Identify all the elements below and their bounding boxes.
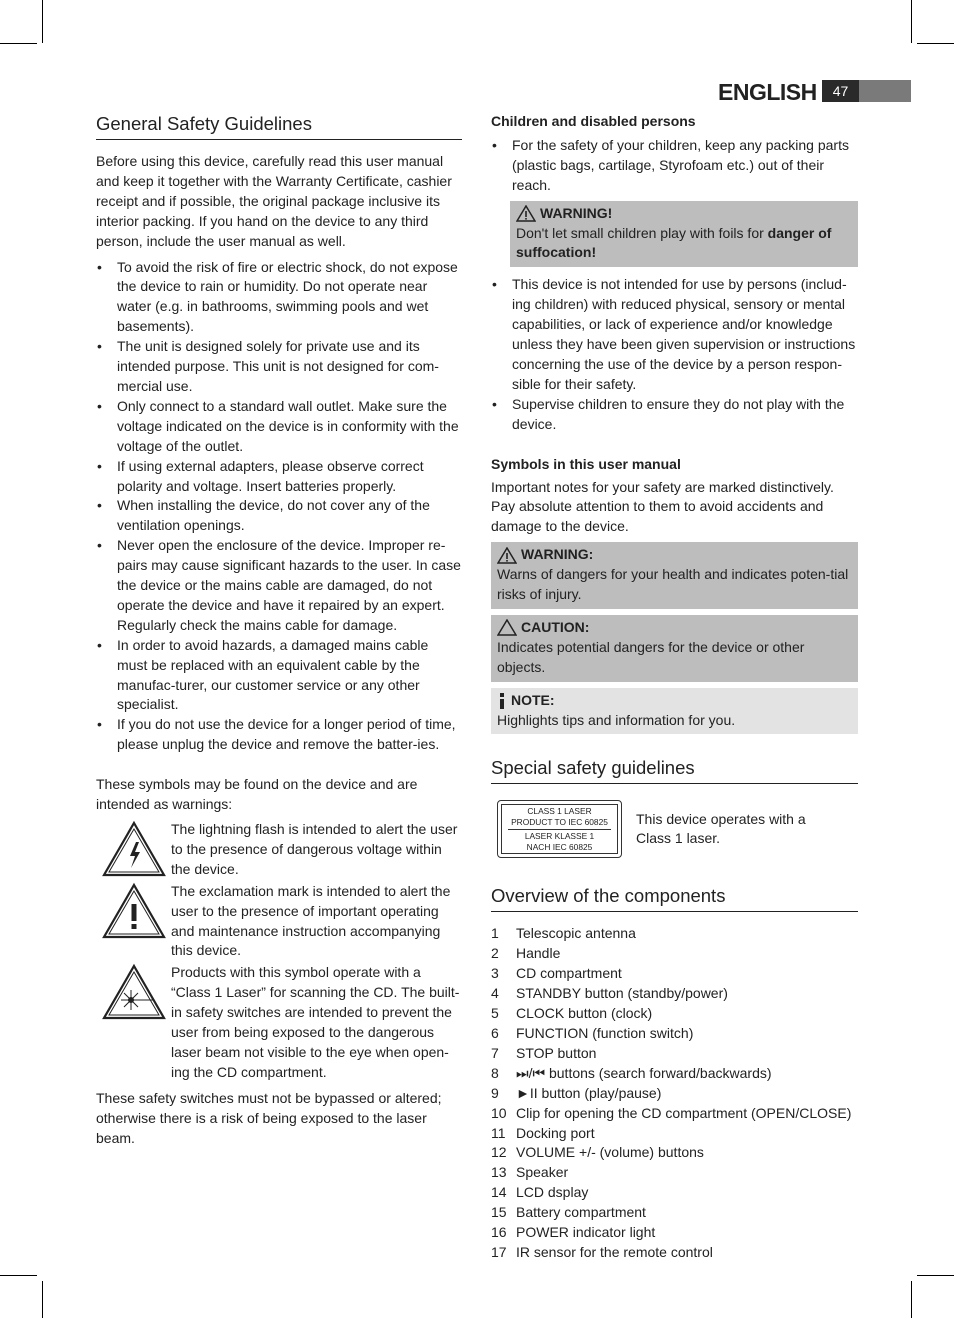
section-title-overview: Overview of the components (491, 884, 858, 912)
list-item: 7 STOP button (491, 1044, 597, 1061)
list-item: • If you do not use the device for a longer period of time, please unplug the device and remove the batter-ies. (96, 715, 462, 755)
crop-mark (917, 43, 954, 44)
section-title-special-safety: Special safety guidelines (491, 756, 858, 784)
list-item: • For the safety of your children, keep any packing parts (plastic bags, cartilage, Styrofoam etc.) out of their reach. (491, 136, 858, 196)
list-item: 2 Handle (491, 945, 561, 962)
symbol-row-laser (96, 963, 462, 1082)
note-box (491, 688, 858, 735)
exclamation-warning-icon (101, 882, 167, 940)
list-item: 13 Speaker (491, 1164, 569, 1181)
page-number: 47 (822, 80, 859, 102)
list-item: • If using external adapters, please observe correct polarity and voltage. Insert batteries properly. (96, 457, 462, 497)
list-item: 3 CD compartment (491, 965, 622, 982)
laser-class-label: CLASS 1 LASER PRODUCT TO IEC 60825 LASER KLASSE 1 NACH IEC 60825 (497, 800, 622, 858)
right-column (491, 112, 858, 1263)
children-heading: Children and disabled persons (491, 113, 696, 129)
warning-text: Don't let small children play with foils for danger of suffocation! (516, 224, 832, 261)
children-list-2 (491, 275, 858, 434)
components-list (491, 924, 858, 1262)
laser-class-row (491, 800, 858, 858)
caution-title: CAUTION: (521, 618, 590, 635)
list-item: 4 STANDBY button (standby/power) (491, 985, 728, 1002)
symbol-row-lightning (96, 820, 462, 880)
caution-box (491, 615, 858, 682)
closing-paragraph: These safety switches must not be bypassed or altered; otherwise there is a risk of being exposed to the laser beam. (96, 1089, 442, 1146)
list-item: 12 VOLUME +/- (volume) buttons (491, 1144, 704, 1161)
symbol-description: Products with this symbol operate with a “Class 1 Laser” for scanning the CD. The built-in safety switches are intended to prevent the user from being exposed to the dangerous laser beam not visible to the eye when open-ing the CD compartment. (171, 964, 460, 1080)
lightning-warning-icon (101, 820, 167, 878)
list-item: 8 ⏭/⏮ buttons (search forward/backwards) (491, 1064, 772, 1081)
warning-title: WARNING: (521, 546, 594, 563)
list-item: • In order to avoid hazards, a damaged mains cable must be replaced with an equivalent cable by the manufac-turer, our customer service or any other specialist. (96, 636, 462, 716)
list-item: • When installing the device, do not cover any of the ventilation openings. (96, 496, 462, 536)
symbol-row-exclamation (96, 882, 462, 962)
caution-triangle-icon (497, 619, 517, 636)
safety-bullet-list (96, 258, 462, 756)
symbol-description: The lightning flash is intended to alert the user to the presence of dangerous voltage within the device. (171, 821, 458, 877)
list-item: 17 IR sensor for the remote control (491, 1243, 713, 1260)
list-item: 6 FUNCTION (function switch) (491, 1025, 694, 1041)
caution-text: Indicates potential dangers for the device or other objects. (497, 638, 805, 675)
laser-class-text: This device operates with a Class 1 laser. (636, 810, 806, 847)
crop-mark (0, 1275, 37, 1276)
page-header (718, 78, 817, 106)
crop-mark (0, 43, 37, 44)
list-item: • Supervise children to ensure they do not play with the device. (491, 395, 858, 435)
left-column (96, 112, 462, 1149)
list-item: • This device is not intended for use by persons (includ-ing children) with reduced physical, sensory or mental capabilities, or lack of experience and/or knowledge unless they have been given supervision or instructions concerning the use of the device by a person respon-sible for their safety. (491, 275, 858, 394)
page-number-bar (822, 80, 911, 102)
note-text: Highlights tips and information for you. (497, 711, 736, 728)
list-item: 10 Clip for opening the CD compartment (OPEN/CLOSE) (491, 1104, 852, 1121)
section-title-general-safety: General Safety Guidelines (96, 112, 462, 140)
list-item: 5 CLOCK button (clock) (491, 1005, 653, 1022)
intro-paragraph: Before using this device, carefully read this user manual and keep it together with the Warranty Certificate, cashier receipt and if possible, the original package inclusive its interior packing. If you hand on the device to any third person, include the user manual as well. (96, 153, 452, 249)
warning-box (491, 542, 858, 609)
children-list (491, 136, 858, 196)
crop-mark (917, 1275, 954, 1276)
language-label: ENGLISH (718, 78, 817, 105)
warning-title: WARNING! (516, 204, 852, 224)
warning-triangle-icon (497, 547, 517, 564)
symbols-text: Important notes for your safety are marked distinctively. Pay absolute attention to them to avoid accidents and damage to the device. (491, 478, 834, 535)
info-icon (497, 692, 507, 710)
list-item: • Never open the enclosure of the device. Improper re-pairs may cause significant hazards to the user. In case the device or the mains cable are damaged, do not operate the device and have it repaired by an expert. Regularly check the mains cable for damage. (96, 536, 462, 636)
list-item: • The unit is designed solely for private use and its intended purpose. This unit is not designed for com-mercial use. (96, 337, 462, 397)
crop-mark (911, 1281, 912, 1318)
list-item: 9 ►II button (play/pause) (491, 1084, 662, 1101)
list-item: 1 Telescopic antenna (491, 925, 636, 942)
list-item: 11 Docking port (491, 1124, 595, 1141)
laser-warning-icon (101, 963, 167, 1021)
note-title: NOTE: (511, 691, 555, 708)
crop-mark (42, 0, 43, 43)
list-item: • Only connect to a standard wall outlet. Make sure the voltage indicated on the device is in conformity with the voltage of the outlet. (96, 397, 462, 457)
warning-text: Warns of dangers for your health and indicates poten-tial risks of injury. (497, 566, 849, 603)
warning-box-suffocation (510, 201, 858, 268)
warning-triangle-icon (516, 205, 536, 222)
symbols-heading: Symbols in this user manual (491, 455, 681, 472)
list-item: 14 LCD dsplay (491, 1184, 589, 1201)
crop-mark (42, 1281, 43, 1318)
crop-mark (911, 0, 912, 43)
symbols-intro: These symbols may be found on the device and are intended as warnings: (96, 776, 418, 813)
list-item: 16 POWER indicator light (491, 1224, 656, 1241)
symbol-description: The exclamation mark is intended to alert the user to the presence of important operating and maintenance instruction accompanying this device. (171, 882, 451, 959)
list-item: • To avoid the risk of fire or electric shock, do not expose the device to rain or humidity. Do not operate near water (e.g. in bathrooms, swimming pools and wet basements). (96, 258, 462, 338)
list-item: 15 Battery compartment (491, 1204, 646, 1221)
